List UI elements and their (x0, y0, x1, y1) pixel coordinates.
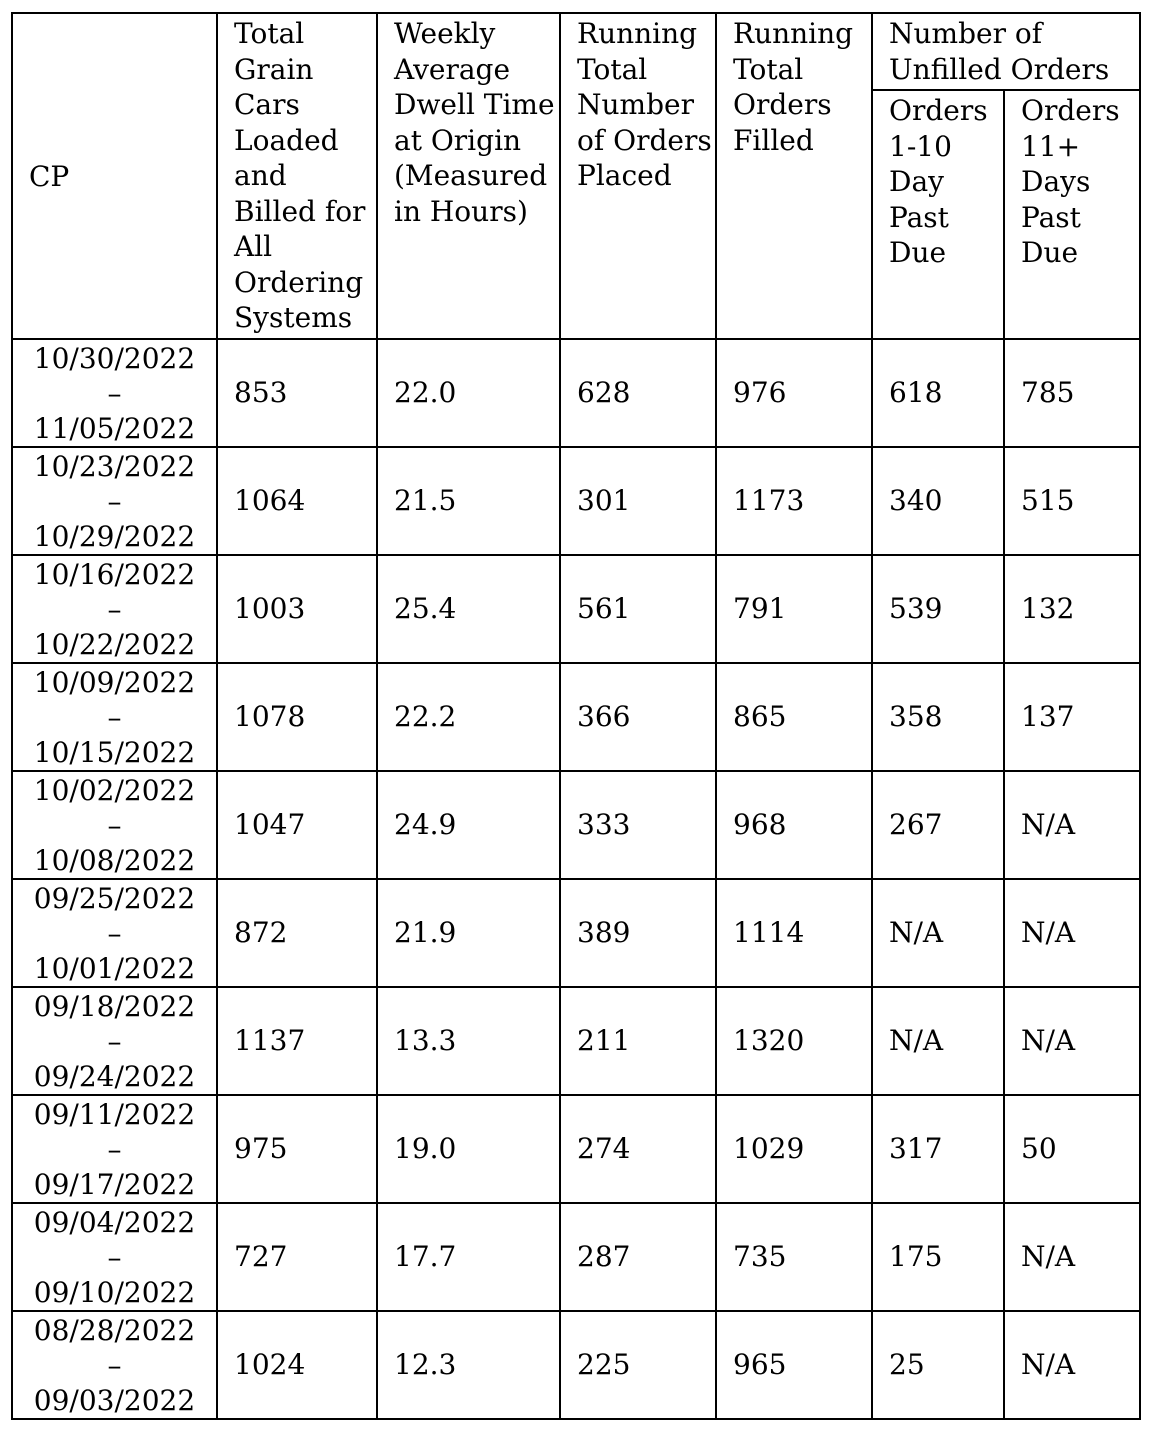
total-grain-cars-cell: 975 (217, 1095, 377, 1203)
orders-11-plus-days-cell: N/A (1004, 879, 1140, 987)
orders-filled-cell: 735 (716, 1203, 872, 1311)
orders-11-plus-days-cell: N/A (1004, 1203, 1140, 1311)
header-orders-11-plus-days: Orders 11+ Days Past Due (1004, 90, 1140, 339)
table-row (12, 879, 1140, 987)
dwell-time-cell: 19.0 (377, 1095, 560, 1203)
week-range-separator: – (107, 484, 122, 518)
orders-placed-cell: 274 (560, 1095, 716, 1203)
week-range-cell (12, 1203, 217, 1311)
total-grain-cars-cell: 872 (217, 879, 377, 987)
dwell-time-cell: 21.9 (377, 879, 560, 987)
orders-1-10-days-cell: 539 (872, 555, 1004, 663)
orders-11-plus-days-cell: N/A (1004, 771, 1140, 879)
table-row (12, 771, 1140, 879)
table-row (12, 447, 1140, 555)
orders-filled-cell: 1029 (716, 1095, 872, 1203)
grain-car-orders-table (11, 12, 1141, 1420)
week-range-cell (12, 879, 217, 987)
week-range-cell (12, 339, 217, 447)
orders-placed-cell: 287 (560, 1203, 716, 1311)
week-range-cell (12, 447, 217, 555)
week-range-separator: – (107, 1240, 122, 1274)
orders-1-10-days-cell: 267 (872, 771, 1004, 879)
orders-placed-cell: 225 (560, 1311, 716, 1419)
week-end-date: 10/15/2022 (33, 735, 196, 769)
header-orders-filled (716, 13, 872, 339)
orders-filled-cell: 1173 (716, 447, 872, 555)
table-row (12, 663, 1140, 771)
total-grain-cars-cell: 1024 (217, 1311, 377, 1419)
orders-filled-cell: 965 (716, 1311, 872, 1419)
week-start-date: 08/28/2022 (33, 1313, 196, 1347)
orders-filled-cell: 968 (716, 771, 872, 879)
week-start-date: 10/30/2022 (33, 341, 196, 375)
orders-1-10-days-cell: 175 (872, 1203, 1004, 1311)
table-header (12, 13, 1140, 339)
orders-placed-cell: 333 (560, 771, 716, 879)
total-grain-cars-cell: 1137 (217, 987, 377, 1095)
week-end-date: 09/17/2022 (33, 1167, 196, 1201)
orders-11-plus-days-cell: 515 (1004, 447, 1140, 555)
total-grain-cars-cell: 1064 (217, 447, 377, 555)
week-range-separator: – (107, 1024, 122, 1058)
header-unfilled-orders: Number of Unfilled Orders (872, 13, 1140, 90)
table-row (12, 339, 1140, 447)
orders-11-plus-days-cell: 137 (1004, 663, 1140, 771)
orders-1-10-days-cell: 25 (872, 1311, 1004, 1419)
week-range-separator: – (107, 700, 122, 734)
week-range-cell (12, 1311, 217, 1419)
week-range-separator: – (107, 916, 122, 950)
orders-1-10-days-cell: 618 (872, 339, 1004, 447)
orders-placed-cell: 628 (560, 339, 716, 447)
orders-placed-cell: 301 (560, 447, 716, 555)
orders-11-plus-days-cell: N/A (1004, 1311, 1140, 1419)
dwell-time-cell: 22.2 (377, 663, 560, 771)
dwell-time-cell: 25.4 (377, 555, 560, 663)
orders-placed-cell: 389 (560, 879, 716, 987)
total-grain-cars-cell: 1003 (217, 555, 377, 663)
header-total-grain-cars-label: Total Grain Cars Loaded and Billed for All Ordering Systems (234, 17, 366, 334)
table-row (12, 1311, 1140, 1419)
week-range-cell (12, 1095, 217, 1203)
week-range-cell (12, 555, 217, 663)
week-start-date: 09/04/2022 (33, 1205, 196, 1239)
week-start-date: 09/11/2022 (33, 1097, 196, 1131)
week-end-date: 10/22/2022 (33, 627, 196, 661)
orders-placed-cell: 561 (560, 555, 716, 663)
dwell-time-cell: 17.7 (377, 1203, 560, 1311)
week-start-date: 09/25/2022 (33, 881, 196, 915)
orders-1-10-days-cell: 317 (872, 1095, 1004, 1203)
orders-1-10-days-cell: 340 (872, 447, 1004, 555)
orders-filled-cell: 1320 (716, 987, 872, 1095)
table-body (12, 339, 1140, 1419)
table-row (12, 1095, 1140, 1203)
total-grain-cars-cell: 727 (217, 1203, 377, 1311)
orders-1-10-days-cell: N/A (872, 987, 1004, 1095)
orders-filled-cell: 865 (716, 663, 872, 771)
orders-11-plus-days-cell: 132 (1004, 555, 1140, 663)
week-end-date: 10/29/2022 (33, 519, 196, 553)
header-cp: CP (12, 13, 217, 339)
header-weekly-dwell-label: Weekly Average Dwell Time at Origin (Measured in Hours) (394, 17, 555, 228)
week-end-date: 10/08/2022 (33, 843, 196, 877)
dwell-time-cell: 24.9 (377, 771, 560, 879)
header-orders-placed (560, 13, 716, 339)
week-end-date: 09/10/2022 (33, 1275, 196, 1309)
orders-filled-cell: 791 (716, 555, 872, 663)
orders-placed-cell: 366 (560, 663, 716, 771)
grain-car-table-container (11, 12, 1139, 1420)
week-end-date: 11/05/2022 (33, 411, 196, 445)
dwell-time-cell: 22.0 (377, 339, 560, 447)
week-range-separator: – (107, 1348, 122, 1382)
orders-1-10-days-cell: N/A (872, 879, 1004, 987)
total-grain-cars-cell: 1078 (217, 663, 377, 771)
week-start-date: 10/09/2022 (33, 665, 196, 699)
week-range-separator: – (107, 1132, 122, 1166)
week-range-cell (12, 987, 217, 1095)
week-start-date: 10/16/2022 (33, 557, 196, 591)
header-weekly-dwell (377, 13, 560, 339)
week-start-date: 09/18/2022 (33, 989, 196, 1023)
table-row (12, 555, 1140, 663)
dwell-time-cell: 12.3 (377, 1311, 560, 1419)
total-grain-cars-cell: 1047 (217, 771, 377, 879)
dwell-time-cell: 21.5 (377, 447, 560, 555)
header-row-top (12, 13, 1140, 90)
orders-filled-cell: 1114 (716, 879, 872, 987)
total-grain-cars-cell: 853 (217, 339, 377, 447)
table-row (12, 987, 1140, 1095)
week-end-date: 09/24/2022 (33, 1059, 196, 1093)
table-row (12, 1203, 1140, 1311)
week-range-cell (12, 663, 217, 771)
dwell-time-cell: 13.3 (377, 987, 560, 1095)
week-end-date: 09/03/2022 (33, 1383, 196, 1417)
header-orders-1-10-days: Orders 1-10 Day Past Due (872, 90, 1004, 339)
week-range-cell (12, 771, 217, 879)
week-range-separator: – (107, 592, 122, 626)
orders-11-plus-days-cell: 50 (1004, 1095, 1140, 1203)
header-total-grain-cars (217, 13, 377, 339)
orders-placed-cell: 211 (560, 987, 716, 1095)
week-range-separator: – (107, 376, 122, 410)
header-orders-filled-label: Running Total Orders Filled (733, 17, 854, 157)
week-start-date: 10/02/2022 (33, 773, 196, 807)
orders-11-plus-days-cell: 785 (1004, 339, 1140, 447)
week-start-date: 10/23/2022 (33, 449, 196, 483)
week-range-separator: – (107, 808, 122, 842)
week-end-date: 10/01/2022 (33, 951, 196, 985)
orders-11-plus-days-cell: N/A (1004, 987, 1140, 1095)
orders-1-10-days-cell: 358 (872, 663, 1004, 771)
orders-filled-cell: 976 (716, 339, 872, 447)
header-orders-placed-label: Running Total Number of Orders Placed (577, 17, 712, 192)
